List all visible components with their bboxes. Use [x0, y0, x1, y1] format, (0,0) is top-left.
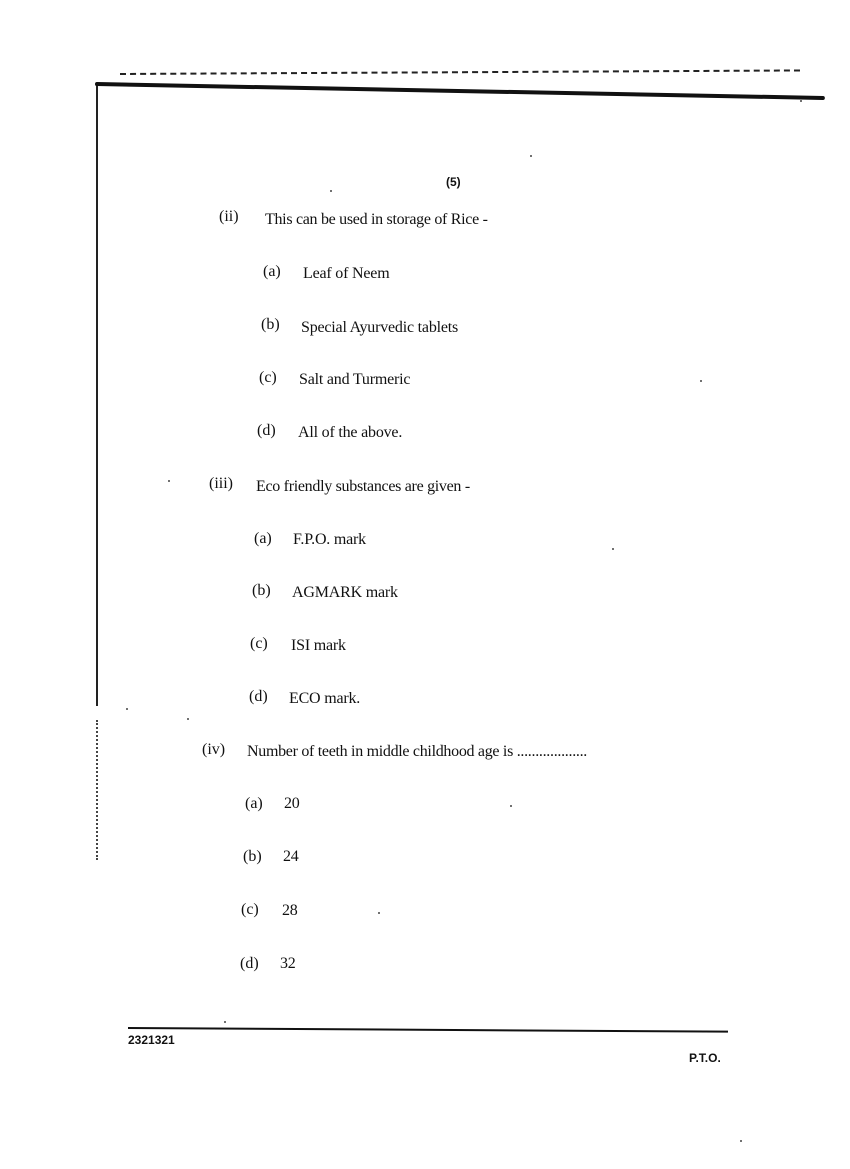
option-text: ECO mark.	[289, 690, 361, 707]
option-text: 20	[284, 795, 300, 812]
option-letter: (b)	[252, 582, 271, 599]
question-text: This can be used in storage of Rice -	[265, 211, 488, 228]
option-letter: (c)	[241, 901, 259, 918]
option-text: 28	[282, 902, 298, 919]
option-text: F.P.O. mark	[293, 531, 366, 548]
scan-speck	[740, 1140, 742, 1142]
scan-speck	[378, 912, 380, 914]
option-text: Salt and Turmeric	[299, 371, 411, 388]
page-number: (5)	[446, 175, 461, 189]
option-text: Leaf of Neem	[303, 265, 390, 282]
option-text: 24	[283, 848, 299, 865]
left-dotted-edge	[96, 720, 98, 860]
question-number: (iii)	[209, 475, 233, 492]
option-letter: (d)	[249, 688, 268, 705]
option-letter: (c)	[259, 369, 277, 386]
question-text: Eco friendly substances are given -	[256, 478, 470, 495]
option-text: 32	[280, 955, 296, 972]
top-dashed-edge	[120, 69, 800, 75]
scan-speck	[168, 480, 170, 482]
paper-code: 2321321	[128, 1033, 175, 1047]
option-text: Special Ayurvedic tablets	[301, 319, 459, 336]
scan-speck	[612, 548, 614, 550]
option-letter: (d)	[257, 422, 276, 439]
question-number: (iv)	[202, 741, 226, 758]
option-letter: (a)	[245, 795, 263, 812]
scan-speck	[224, 1021, 226, 1023]
option-letter: (b)	[261, 316, 280, 333]
scan-speck	[126, 708, 128, 710]
option-letter: (a)	[254, 530, 272, 547]
scan-speck	[187, 718, 189, 720]
option-letter: (c)	[250, 635, 268, 652]
scan-speck	[530, 155, 532, 157]
option-letter: (b)	[243, 848, 262, 865]
option-text: All of the above.	[298, 424, 403, 441]
option-text: ISI mark	[291, 637, 346, 654]
left-border-line	[96, 86, 98, 706]
scan-speck	[510, 805, 512, 807]
scan-speck	[800, 100, 802, 102]
option-text: AGMARK mark	[292, 584, 398, 601]
scan-speck	[700, 380, 702, 382]
top-border-line	[95, 82, 825, 100]
footer-rule	[128, 1027, 728, 1033]
option-letter: (d)	[240, 955, 259, 972]
option-letter: (a)	[263, 263, 281, 280]
question-number: (ii)	[219, 208, 239, 225]
question-text: Number of teeth in middle childhood age is ...................	[247, 743, 588, 760]
pto-label: P.T.O.	[689, 1051, 721, 1065]
scan-speck	[330, 190, 332, 192]
